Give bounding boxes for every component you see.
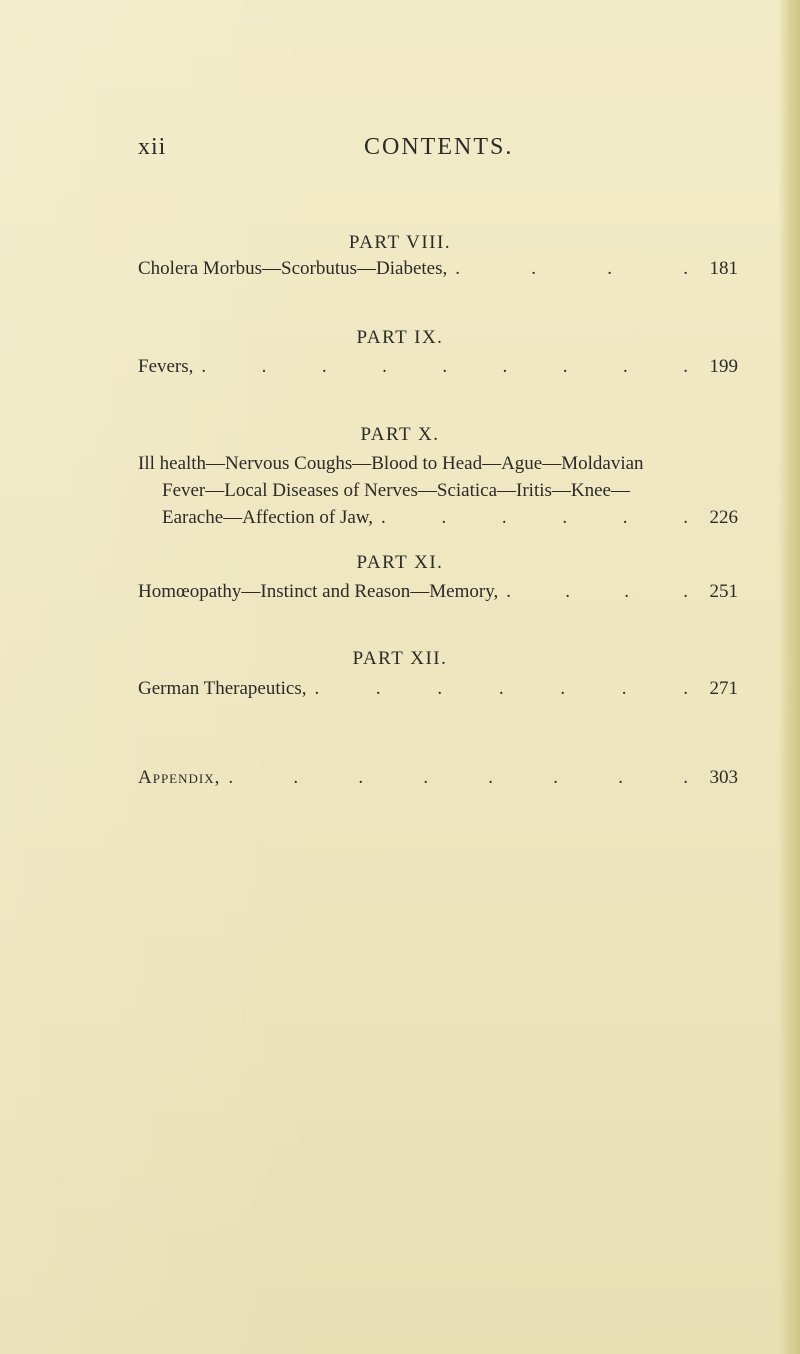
dot-leader: . . . . . . — [381, 507, 688, 528]
part-heading-ix: PART IX. — [356, 327, 444, 348]
dot-leader: . . . . — [506, 581, 688, 602]
toc-entry-row — [138, 353, 738, 380]
toc-page-number: 181 — [709, 258, 738, 279]
part-heading-xii: PART XII. — [352, 648, 448, 669]
dot-leader: . . . . . . . — [314, 678, 688, 699]
toc-entry-part-ix — [138, 353, 738, 380]
toc-entry-part-x — [138, 450, 738, 531]
toc-page-number: 303 — [709, 767, 738, 788]
toc-page-number: 271 — [709, 678, 738, 699]
toc-entry-appendix — [138, 764, 738, 791]
toc-page-number: 251 — [709, 581, 738, 602]
toc-entry-part-viii — [138, 255, 738, 282]
toc-entry-title: German Therapeutics, — [138, 678, 307, 699]
part-heading-xi: PART XI. — [356, 552, 444, 573]
toc-page-number: 226 — [709, 507, 738, 528]
toc-entry-row — [138, 675, 738, 702]
page-folio: xii — [138, 134, 167, 160]
part-heading-viii: PART VIII. — [348, 232, 452, 253]
toc-entry-title: Homœopathy—Instinct and Reason—Memory, — [138, 581, 499, 602]
toc-entry-part-xi — [138, 578, 738, 605]
toc-entry-title: Fevers, — [138, 356, 194, 377]
part-heading-x: PART X. — [360, 424, 440, 445]
page-header — [0, 134, 800, 168]
dot-leader: . . . . . . . . — [228, 767, 688, 788]
page-edge-shadow — [778, 0, 800, 1354]
toc-entry-row — [138, 578, 738, 605]
toc-entry-part-xii — [138, 675, 738, 702]
toc-entry-row — [138, 764, 738, 791]
toc-entry-title: Earache—Affection of Jaw, — [162, 507, 374, 528]
toc-entry-row — [138, 255, 738, 282]
toc-entry-title: Appendix, — [138, 767, 221, 788]
dot-leader: . . . . . . . . . — [201, 356, 688, 377]
toc-page-number: 199 — [709, 356, 738, 377]
toc-entry-title: Cholera Morbus—Scorbutus—Diabetes, — [138, 258, 448, 279]
toc-entry-line: Ill health—Nervous Coughs—Blood to Head—Ague—Moldavian — [138, 453, 644, 474]
toc-entry-row — [138, 504, 738, 531]
toc-entry-line: Fever—Local Diseases of Nerves—Sciatica—Iritis—Knee— — [162, 480, 630, 501]
running-head: CONTENTS. — [364, 134, 514, 160]
dot-leader: . . . . — [455, 258, 688, 279]
